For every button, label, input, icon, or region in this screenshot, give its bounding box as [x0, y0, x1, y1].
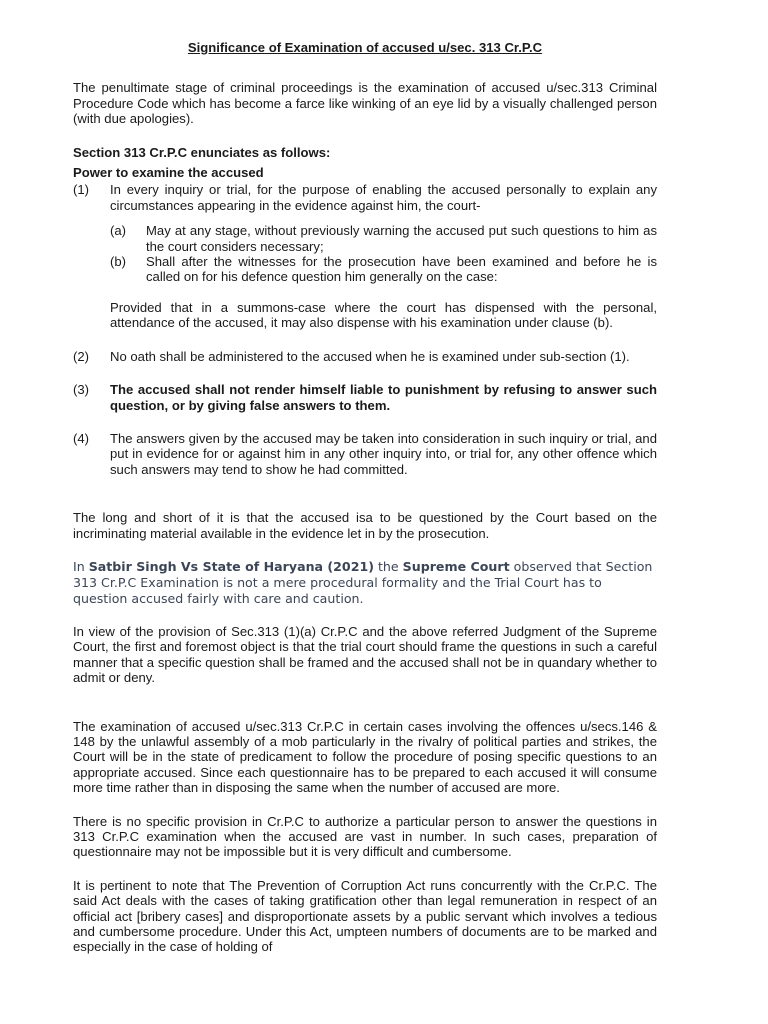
sub-clause-text: Shall after the witnesses for the prosecution have been examined and before he is called on for his defence question him generally on the case: — [146, 254, 657, 285]
clause-number: (2) — [73, 348, 90, 364]
citation-mid: the — [373, 558, 403, 574]
no-provision-paragraph: There is no specific provision in Cr.P.C to authorize a particular person to answer the questions in 313 Cr.P.C examination when the accused are vast in number. In such cases, preparation of questionnaire may not be impossible but it is very difficult and cumbersome. — [73, 813, 657, 860]
view-paragraph: In view of the provision of Sec.313 (1)(a) Cr.P.C and the above referred Judgment of the Supreme Court, the first and foremost object is that the trial court should frame the questions in such a careful manner that a specific question shall be framed and the accused shall not be in quandary whether to admit or deny. — [73, 623, 657, 686]
clause-number: (3) — [73, 382, 90, 398]
document-title: Significance of Examination of accused u/sec. 313 Cr.P.C — [187, 40, 543, 55]
proviso-paragraph: Provided that in a summons-case where the court has dispensed with the personal, attendance of the accused, it may also dispense with his examination under clause (b). — [110, 299, 657, 331]
clause-1 — [73, 182, 657, 213]
long-short-paragraph: The long and short of it is that the accused isa to be questioned by the Court based on the incriminating material available in the evidence let in by the prosecution. — [73, 510, 657, 541]
sub-clause-a — [110, 223, 657, 254]
citation-rest: observed that Section 313 Cr.P.C Examination is not a mere procedural formality and the Trial Court has to question accused fairly with care and caution. — [73, 558, 653, 606]
clause-1-sublist — [110, 223, 657, 285]
clause-text: In every inquiry or trial, for the purpose of enabling the accused personally to explain any circumstances appearing in the evidence against him, the court- — [110, 182, 657, 213]
clause-text: The accused shall not render himself liable to punishment by refusing to answer such question, or by giving false answers to them. — [110, 382, 657, 413]
offences-paragraph: The examination of accused u/sec.313 Cr.P.C in certain cases involving the offences u/secs.146 & 148 by the unlawful assembly of a mob particularly in the rivalry of political parties and strikes, the Court will be in the state of predicament to follow the procedure of posing specific questions to an appropriate accused. Since each questionnaire has to be prepared to each accused it will consume more time rather than in disposing the same when the number of accused are more. — [73, 718, 657, 796]
corruption-act-paragraph: It is pertinent to note that The Prevention of Corruption Act runs concurrently with the Cr.P.C. The said Act deals with the cases of taking gratification other than legal remuneration in respect of an official act [bribery cases] and disproportionate assets by a public servant which involves a tedious and cumbersome procedure. Under this Act, umpteen numbers of documents are to be marked and especially in the case of holding of — [73, 877, 657, 955]
clause-text: No oath shall be administered to the accused when he is examined under sub-section (1). — [110, 348, 630, 364]
court-name: Supreme Court — [402, 558, 510, 574]
intro-paragraph: The penultimate stage of criminal proceedings is the examination of accused u/sec.313 Criminal Procedure Code which has become a farce like winking of an eye lid by a visually challenged person (with due apologies). — [73, 80, 657, 127]
sub-clause-b — [110, 254, 657, 285]
clause-number: (1) — [73, 182, 90, 198]
clause-2 — [73, 349, 657, 364]
case-citation-paragraph — [73, 559, 657, 607]
sub-clause-number: (a) — [110, 223, 127, 239]
clause-text: The answers given by the accused may be taken into consideration in such inquiry or trial, and put in evidence for or against him in any other inquiry into, or trial for, any other offence which such answers may tend to show he had committed. — [110, 430, 657, 477]
clause-number: (4) — [73, 430, 90, 446]
section-subheading: Power to examine the accused — [73, 165, 264, 181]
citation-prefix: In — [73, 558, 89, 574]
clause-4 — [73, 431, 657, 477]
case-name: Satbir Singh Vs State of Haryana (2021) — [88, 558, 374, 574]
sub-clause-number: (b) — [110, 254, 127, 270]
section-heading: Section 313 Cr.P.C enunciates as follows: — [73, 144, 331, 160]
sub-clause-text: May at any stage, without previously warning the accused put such questions to him as the court considers necessary; — [146, 223, 657, 254]
document-page — [73, 40, 657, 973]
clause-3 — [73, 382, 657, 413]
